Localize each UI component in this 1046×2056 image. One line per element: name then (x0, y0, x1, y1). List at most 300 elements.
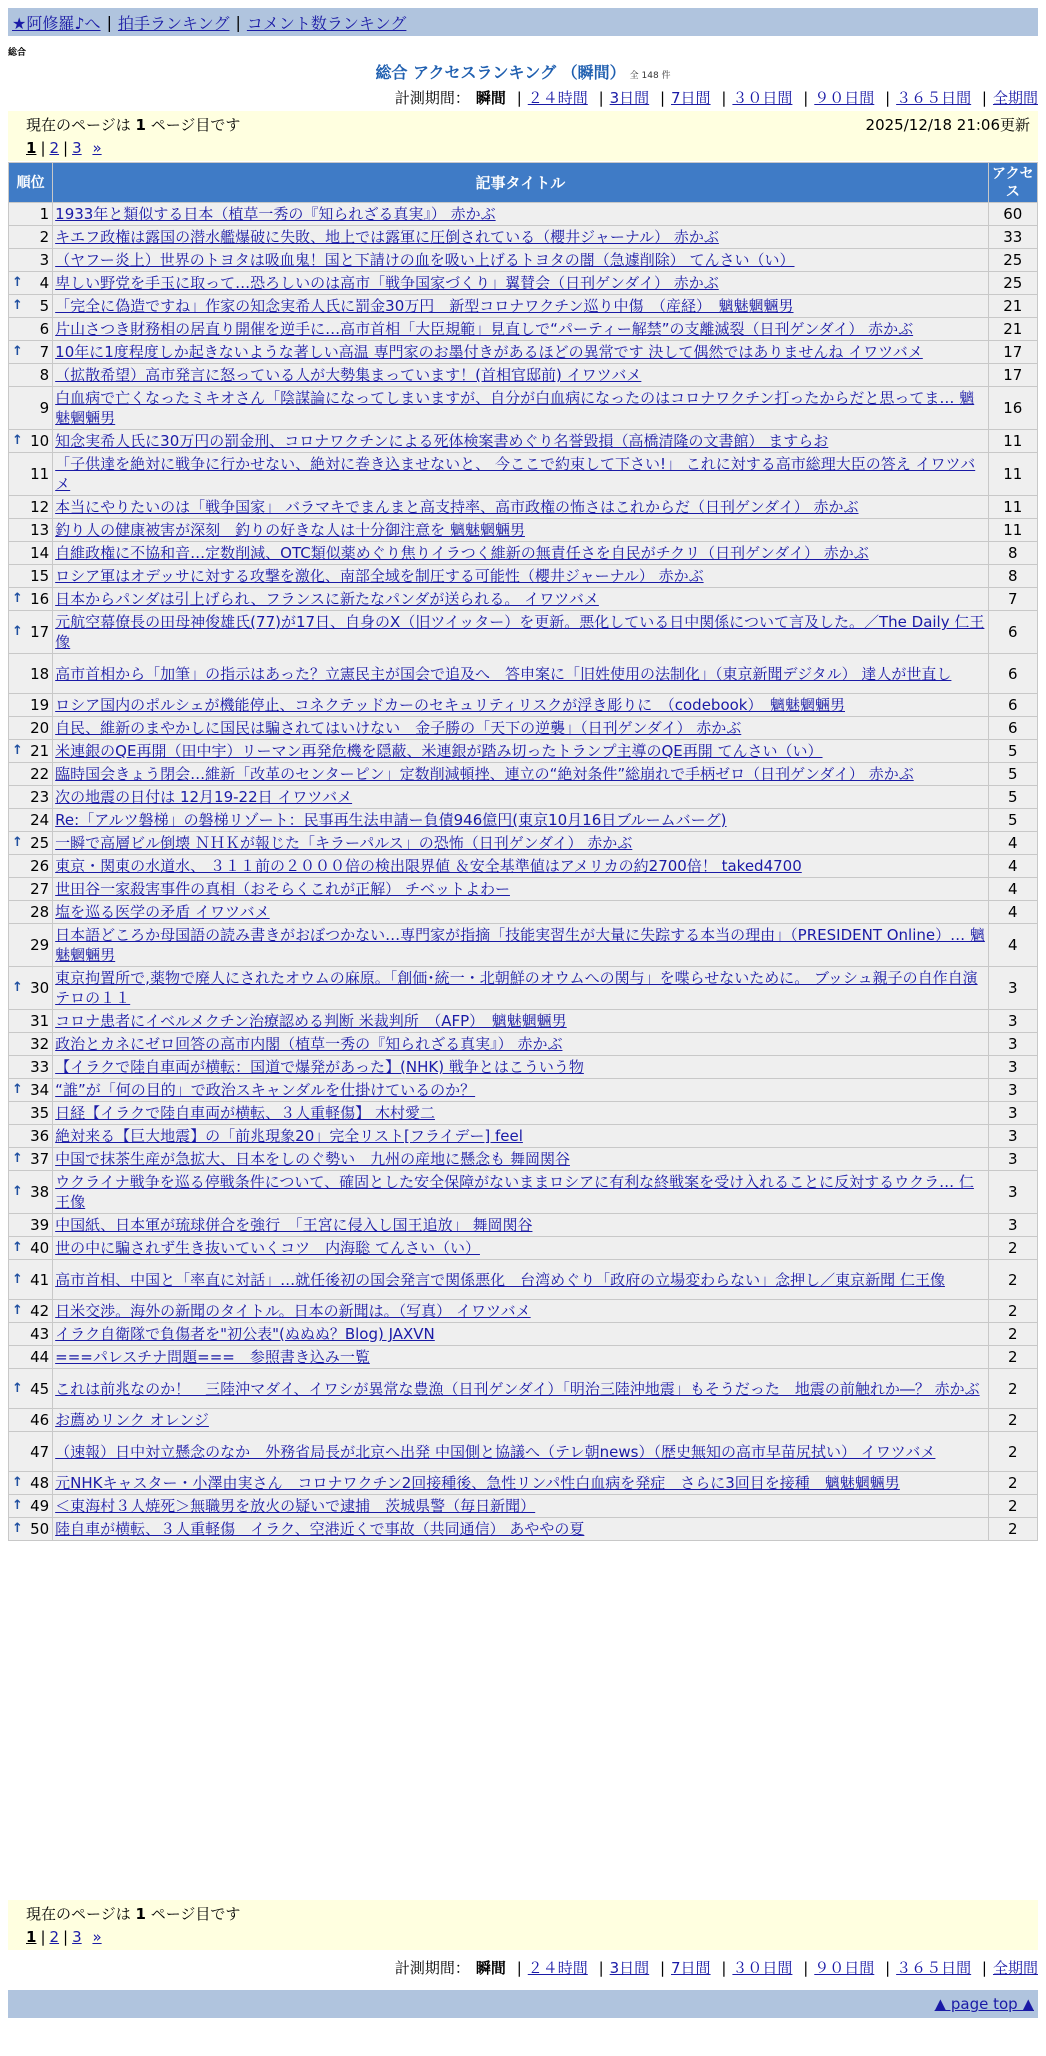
article-link[interactable]: 陸自車が横転、３人重軽傷 イラク、空港近くで事故（共同通信） あややの夏 (55, 1520, 585, 1538)
title-cell (53, 924, 988, 967)
rank-number: 15 (30, 567, 50, 585)
article-link[interactable]: ===パレスチナ問題=== 参照書き込み一覧 (55, 1348, 370, 1366)
access-count: 3 (988, 1056, 1037, 1079)
access-count: 17 (988, 364, 1037, 387)
access-count: 6 (988, 717, 1037, 740)
table-row (9, 453, 1038, 496)
title-cell (53, 364, 988, 387)
rank-number: 22 (30, 765, 50, 783)
article-link[interactable]: 日経【イラクで陸自車両が横転、３人重軽傷】 木村愛二 (55, 1104, 435, 1122)
header-title: 記事タイトル (53, 163, 988, 203)
rank-cell (9, 654, 53, 694)
title-cell (53, 295, 988, 318)
access-count: 4 (988, 878, 1037, 901)
article-link[interactable]: “誰”が「何の目的」で政治スキャンダルを仕掛けているのか？ (55, 1081, 476, 1099)
title-cell (53, 226, 988, 249)
table-row (9, 1214, 1038, 1237)
access-count: 3 (988, 1102, 1037, 1125)
title-cell (53, 272, 988, 295)
rank-number: 40 (30, 1239, 50, 1257)
period-selector: 計測期間： 瞬間 | ２４時間 | 3日間 | 7日間 | ３０日間 | ９０日間 | ３６５日間 | 全期間 (394, 89, 1038, 107)
up-arrow-icon: ↑ (12, 344, 23, 359)
rank-cell (9, 1171, 53, 1214)
article-link[interactable]: 【イラクで陸自車両が横転：国道で爆発があった】(NHK) 戦争とはこういう物 (55, 1058, 584, 1076)
table-row (9, 1518, 1038, 1541)
rank-cell (9, 967, 53, 1010)
access-count: 11 (988, 519, 1037, 542)
up-arrow-icon: ↑ (12, 743, 23, 758)
period-3d[interactable]: 3日間 (609, 89, 650, 107)
rank-cell (9, 249, 53, 272)
rank-number: 32 (30, 1035, 50, 1053)
table-row (9, 786, 1038, 809)
access-count: 5 (988, 763, 1037, 786)
title-cell (53, 878, 988, 901)
access-count: 21 (988, 318, 1037, 341)
next-page-link-bottom[interactable]: » (92, 1928, 102, 1946)
rank-number: 36 (30, 1127, 50, 1145)
rank-number: 9 (39, 399, 50, 417)
title-cell (53, 1495, 988, 1518)
article-link[interactable]: 政治とカネにゼロ回答の高市内閣（植草一秀の『知られざる真実』） 赤かぶ (55, 1035, 563, 1053)
title-cell (53, 654, 988, 694)
period-30d[interactable]: ３０日間 (732, 89, 793, 107)
access-count: 3 (988, 1125, 1037, 1148)
title-cell (53, 1237, 988, 1260)
table-row (9, 1409, 1038, 1432)
up-arrow-icon: ↑ (12, 1475, 23, 1490)
access-count: 25 (988, 272, 1037, 295)
rank-cell (9, 519, 53, 542)
title-cell (53, 341, 988, 364)
nav-separator: | (235, 12, 241, 32)
title-cell (53, 1079, 988, 1102)
page-link-2-bottom[interactable]: 2 (49, 1928, 60, 1946)
table-row (9, 967, 1038, 1010)
table-row (9, 1237, 1038, 1260)
table-row (9, 1432, 1038, 1472)
access-count: 2 (988, 1369, 1037, 1409)
access-count: 8 (988, 542, 1037, 565)
article-link[interactable]: Re:「アルツ磐梯」の磐梯リゾート：民事再生法申請ー負債946億円(東京10月16日ブルームバーグ) (55, 811, 727, 829)
access-count: 4 (988, 924, 1037, 967)
rank-number: 39 (30, 1216, 50, 1234)
article-link[interactable]: 日本からパンダは引上げられ、フランスに新たなパンダが送られる。 イワツバメ (55, 590, 599, 608)
period-90d-bottom[interactable]: ９０日間 (814, 1959, 875, 1977)
page-status-bottom: 現在のページは 1 ページ目です (26, 1905, 241, 1923)
rank-cell (9, 272, 53, 295)
up-arrow-icon: ↑ (12, 1082, 23, 1097)
title-cell (53, 249, 988, 272)
table-row (9, 1171, 1038, 1214)
title-cell (53, 1300, 988, 1323)
rank-number: 16 (30, 590, 50, 608)
title-cell (53, 1260, 988, 1300)
title-cell (53, 1033, 988, 1056)
rank-cell (9, 1214, 53, 1237)
rank-cell (9, 453, 53, 496)
period-label: 計測期間： (394, 89, 470, 107)
access-count: 7 (988, 588, 1037, 611)
up-arrow-icon: ↑ (12, 1521, 23, 1536)
table-row (9, 832, 1038, 855)
table-row (9, 565, 1038, 588)
updated-timestamp: 2025/12/18 21:06更新 (865, 116, 1030, 134)
title-cell (53, 1214, 988, 1237)
rank-number: 44 (30, 1348, 50, 1366)
title-cell (53, 387, 988, 430)
rank-cell (9, 1079, 53, 1102)
article-link[interactable]: 臨時国会きょう閉会…維新「改革のセンターピン」定数削減頓挫、連立の“絶対条件”総崩れで手柄ゼロ（日刊ゲンダイ） 赤かぶ (55, 765, 914, 783)
article-link[interactable]: 知念実希人氏に30万円の罰金刑、コロナワクチンによる死体検案書めぐり名誉毀損（高橋清隆の文書館） ますらお (55, 432, 829, 450)
up-arrow-icon: ↑ (12, 980, 23, 995)
rank-cell (9, 740, 53, 763)
table-row (9, 226, 1038, 249)
period-selector-bottom: 計測期間： 瞬間 | ２４時間 | 3日間 | 7日間 | ３０日間 | ９０日間 | ３６５日間 | 全期間 (394, 1959, 1038, 1977)
access-count: 6 (988, 611, 1037, 654)
article-link[interactable]: 自維政権に不協和音…定数削減、OTC類似薬めぐり焦りイラつく維新の無責任さを自民がチクリ（日刊ゲンダイ） 赤かぶ (55, 544, 869, 562)
access-count: 3 (988, 1214, 1037, 1237)
rank-cell (9, 496, 53, 519)
up-arrow-icon: ↑ (12, 591, 23, 606)
rank-number: 45 (30, 1379, 50, 1398)
rank-cell (9, 1369, 53, 1409)
article-link[interactable]: 世の中に騙されず生き抜いていくコツ 内海聡 てんさい（い） (55, 1239, 480, 1257)
pagination-bottom: 現在のページは 1 ページ目です 1 | 2 | 3 » (8, 1900, 1038, 1950)
rank-number: 42 (30, 1302, 50, 1320)
home-link[interactable]: ★阿修羅♪へ (12, 13, 101, 33)
page-status: 現在のページは 1 ページ目です (26, 116, 241, 134)
category-label: 総合 (8, 48, 27, 58)
title-cell (53, 1056, 988, 1079)
access-count: 4 (988, 855, 1037, 878)
rank-cell (9, 855, 53, 878)
rank-number: 20 (30, 719, 50, 737)
title-cell (53, 1518, 988, 1541)
article-link[interactable]: 10年に1度程度しか起きないような著しい高温 専門家のお墨付きがあるほどの異常です 決して偶然ではありませんね イワツバメ (55, 343, 923, 361)
table-row (9, 1056, 1038, 1079)
access-count: 6 (988, 694, 1037, 717)
rank-cell (9, 1010, 53, 1033)
rank-number: 38 (30, 1183, 50, 1201)
access-count: 3 (988, 1148, 1037, 1171)
page-link-2[interactable]: 2 (49, 139, 60, 157)
article-link[interactable]: 高市首相、中国と「率直に対話」…就任後初の国会発言で関係悪化 台湾めぐり「政府の立場変わらない」念押し／東京新聞 仁王像 (55, 1270, 945, 1289)
comment-ranking-link[interactable]: コメント数ランキング (246, 13, 407, 33)
period-all-bottom[interactable]: 全期間 (992, 1959, 1038, 1977)
access-count: 3 (988, 1033, 1037, 1056)
article-link[interactable]: 東京拘置所で,薬物で廃人にされたオウムの麻原。「創価･統一・北朝鮮のオウムへの関与」を喋らせないために。 ブッシュ親子の自作自演テロの１１ (55, 969, 978, 1007)
access-count: 25 (988, 249, 1037, 272)
table-row (9, 694, 1038, 717)
page-current-bottom: 1 (26, 1928, 37, 1946)
rank-cell (9, 1495, 53, 1518)
rank-cell (9, 1148, 53, 1171)
article-link[interactable]: 卑しい野党を手玉に取って…恐ろしいのは高市「戦争国家づくり」翼賛会（日刊ゲンダイ） 赤かぶ (55, 274, 719, 292)
rank-number: 29 (30, 936, 50, 954)
rank-cell (9, 542, 53, 565)
article-link[interactable]: （拡散希望）高市発言に怒っている人が大勢集まっています！(首相官邸前) イワツバメ (55, 366, 642, 384)
title-cell (53, 740, 988, 763)
article-link[interactable]: ＜東海村３人焼死＞無職男を放火の疑いで逮捕 茨城県警（毎日新聞） (55, 1497, 536, 1515)
article-link[interactable]: 白血病で亡くなったミキオさん「陰謀論になってしまいますが、自分が白血病になったのはコロナワクチン打ったからだと思ってま… 魑魅魍魎男 (55, 389, 975, 427)
rank-cell (9, 786, 53, 809)
rank-cell (9, 387, 53, 430)
rank-cell (9, 694, 53, 717)
article-link[interactable]: 「子供達を絶対に戦争に行かせない、絶対に巻き込ませないと、 今ここで約束して下さい!」 これに対する高市総理大臣の答え イワツバメ (55, 455, 976, 493)
article-link[interactable]: 元航空幕僚長の田母神俊雄氏(77)が17日、自身のX（旧ツイッター）を更新。悪化している日中関係について言及した。／The Daily 仁王像 (55, 613, 985, 651)
title-cell (53, 967, 988, 1010)
article-link[interactable]: イラク自衛隊で負傷者を"初公表"(ぬぬぬ？Blog) JAXVN (55, 1325, 435, 1343)
access-count: 11 (988, 453, 1037, 496)
rank-number: 50 (30, 1520, 50, 1538)
table-row (9, 654, 1038, 694)
article-link[interactable]: 中国で抹茶生産が急拡大、日本をしのぐ勢い 九州の産地に懸念も 舞岡関谷 (55, 1150, 570, 1168)
up-arrow-icon: ↑ (12, 624, 23, 639)
rank-cell (9, 1056, 53, 1079)
access-count: 33 (988, 226, 1037, 249)
title-cell (53, 519, 988, 542)
table-row (9, 430, 1038, 453)
article-link[interactable]: 中国紙、日本軍が琉球併合を強行 「王宮に侵入し国王追放」 舞岡関谷 (55, 1216, 533, 1234)
rank-cell (9, 1033, 53, 1056)
title-cell (53, 1125, 988, 1148)
rank-number: 41 (30, 1270, 50, 1289)
table-row (9, 1010, 1038, 1033)
nav-separator: | (106, 12, 112, 32)
up-arrow-icon: ↑ (12, 1498, 23, 1513)
next-page-link[interactable]: » (92, 139, 102, 157)
table-row (9, 364, 1038, 387)
up-arrow-icon: ↑ (12, 298, 23, 313)
table-row (9, 763, 1038, 786)
period-24h-bottom[interactable]: ２４時間 (527, 1959, 588, 1977)
rank-number: 28 (30, 903, 50, 921)
table-row (9, 1125, 1038, 1148)
article-link[interactable]: 塩を巡る医学の矛盾 イワツバメ (55, 903, 270, 921)
page-top-link[interactable]: ▲ page top ▲ (934, 1995, 1034, 2013)
rank-number: 46 (30, 1411, 50, 1429)
table-row (9, 1495, 1038, 1518)
article-link[interactable]: 米連銀のQE再開（田中宇）リーマン再発危機を隠蔽、米連銀が踏み切ったトランプ主導のQE再開 てんさい（い） (55, 742, 823, 760)
article-link[interactable]: 高市首相から「加筆」の指示はあった？立憲民主が国会で追及へ 答申案に「旧姓使用の法制化」（東京新聞デジタル） 達人が世直し (55, 664, 952, 683)
title-cell (53, 786, 988, 809)
rank-number: 8 (39, 366, 50, 384)
rank-number: 37 (30, 1150, 50, 1168)
access-count: 3 (988, 967, 1037, 1010)
title-cell (53, 588, 988, 611)
table-row (9, 1148, 1038, 1171)
up-arrow-icon: ↑ (12, 835, 23, 850)
header-access: アクセス (988, 163, 1037, 203)
rank-cell (9, 878, 53, 901)
title-cell (53, 694, 988, 717)
access-count: 2 (988, 1323, 1037, 1346)
rank-number: 19 (30, 696, 50, 714)
article-link[interactable]: 元NHKキャスター・小澤由実さん コロナワクチン2回接種後、急性リンパ性白血病を発症 さらに3回目を接種 魑魅魍魎男 (55, 1474, 900, 1492)
table-row (9, 249, 1038, 272)
article-link[interactable]: 東京・関東の水道水、 ３１１前の２０００倍の検出限界値 ＆安全基準値はアメリカの約2700倍！ taked4700 (55, 857, 802, 875)
table-row (9, 1102, 1038, 1125)
article-link[interactable]: 日米交渉。海外の新聞のタイトル。日本の新聞は。（写真） イワツバメ (55, 1302, 531, 1320)
up-arrow-icon: ↑ (12, 1303, 23, 1318)
rank-cell (9, 1518, 53, 1541)
article-link[interactable]: ウクライナ戦争を巡る停戦条件について、確固とした安全保障がないままロシアに有利な終戦案を受け入れることに反対するウクラ… 仁王像 (55, 1173, 974, 1211)
table-row (9, 878, 1038, 901)
page-link-3[interactable]: 3 (72, 139, 82, 157)
title-cell (53, 1148, 988, 1171)
header-rank: 順位 (9, 163, 53, 203)
table-row (9, 295, 1038, 318)
rank-number: 47 (30, 1442, 50, 1461)
rank-cell (9, 1472, 53, 1495)
rank-cell (9, 318, 53, 341)
rank-number: 43 (30, 1325, 50, 1343)
access-count: 2 (988, 1346, 1037, 1369)
rank-cell (9, 341, 53, 364)
up-arrow-icon: ↑ (12, 1380, 23, 1396)
rank-number: 30 (30, 979, 50, 997)
access-count: 11 (988, 430, 1037, 453)
table-row (9, 272, 1038, 295)
rank-number: 4 (39, 274, 50, 292)
title-cell (53, 1010, 988, 1033)
footer-bar (8, 1990, 1038, 2018)
period-365d-bottom[interactable]: ３６５日間 (896, 1959, 972, 1977)
title-cell (53, 203, 988, 226)
rank-number: 33 (30, 1058, 50, 1076)
table-row (9, 855, 1038, 878)
article-link[interactable]: コロナ患者にイベルメクチン治療認める判断 米裁判所 （AFP） 魑魅魍魎男 (55, 1012, 567, 1030)
title-cell (53, 1369, 988, 1409)
period-90d[interactable]: ９０日間 (814, 89, 875, 107)
rank-number: 14 (30, 544, 50, 562)
title-cell (53, 565, 988, 588)
article-link[interactable]: 絶対来る【巨大地震】の「前兆現象20」完全リスト[フライデー] feel (55, 1127, 523, 1145)
period-7d[interactable]: 7日間 (671, 89, 711, 107)
title-cell (53, 717, 988, 740)
table-row (9, 1300, 1038, 1323)
rank-number: 18 (30, 664, 50, 683)
title-cell (53, 453, 988, 496)
article-link[interactable]: 本当にやりたいのは「戦争国家」 バラマキでまんまと高支持率、高市政権の怖さはこれからだ（日刊ゲンダイ） 赤かぶ (55, 498, 859, 516)
table-row (9, 1323, 1038, 1346)
table-row (9, 519, 1038, 542)
table-row (9, 1260, 1038, 1300)
ranking-body (9, 203, 1038, 1541)
rank-cell (9, 1237, 53, 1260)
rank-number: 49 (30, 1497, 50, 1515)
rank-cell (9, 763, 53, 786)
period-7d-bottom[interactable]: 7日間 (671, 1959, 711, 1977)
rank-number: 48 (30, 1474, 50, 1492)
article-link[interactable]: お薦めリンク オレンジ (55, 1411, 209, 1429)
table-row (9, 1346, 1038, 1369)
article-link[interactable]: 釣り人の健康被害が深刻 釣りの好きな人は十分御注意を 魑魅魍魎男 (55, 521, 525, 539)
period-30d-bottom[interactable]: ３０日間 (732, 1959, 793, 1977)
access-count: 2 (988, 1495, 1037, 1518)
rank-number: 24 (30, 811, 50, 829)
article-link[interactable]: 自民、維新のまやかしに国民は騙されてはいけない 金子勝の「天下の逆襲」（日刊ゲンダイ） 赤かぶ (55, 719, 742, 737)
article-link[interactable]: ロシア軍はオデッサに対する攻撃を激化、南部全域を制圧する可能性（櫻井ジャーナル） 赤かぶ (55, 567, 704, 585)
rank-cell (9, 1323, 53, 1346)
period-3d-bottom[interactable]: 3日間 (609, 1959, 650, 1977)
table-row (9, 901, 1038, 924)
article-link[interactable]: 次の地震の日付は 12月19-22日 イワツバメ (55, 788, 353, 806)
rank-number: 11 (30, 465, 50, 483)
rank-cell (9, 717, 53, 740)
rank-cell (9, 1346, 53, 1369)
article-link[interactable]: 片山さつき財務相の居直り開催を逆手に…高市首相「大臣規範」見直しで“パーティー解禁”の支離滅裂（日刊ゲンダイ） 赤かぶ (55, 320, 914, 338)
access-count: 2 (988, 1432, 1037, 1472)
article-link[interactable]: 1933年と類似する日本（植草一秀の『知られざる真実』） 赤かぶ (55, 205, 496, 223)
title-cell (53, 1323, 988, 1346)
rank-cell (9, 901, 53, 924)
period-all[interactable]: 全期間 (992, 89, 1038, 107)
up-arrow-icon: ↑ (12, 1240, 23, 1255)
access-count: 8 (988, 565, 1037, 588)
article-link[interactable]: 一瞬で高層ビル倒壊 ＮＨＫが報じた「キラーパルス」の恐怖（日刊ゲンダイ） 赤かぶ (55, 834, 633, 852)
applause-ranking-link[interactable]: 拍手ランキング (117, 13, 230, 33)
up-arrow-icon: ↑ (12, 275, 23, 290)
rank-cell (9, 430, 53, 453)
period-24h[interactable]: ２４時間 (527, 89, 588, 107)
article-link[interactable]: （ヤフー炎上）世界のトヨタは吸血鬼！国と下請けの血を吸い上げるトヨタの闇（急遽削除） てんさい（い） (55, 251, 795, 269)
page-link-3-bottom[interactable]: 3 (72, 1928, 82, 1946)
rank-cell (9, 1102, 53, 1125)
rank-cell (9, 809, 53, 832)
rank-cell (9, 1432, 53, 1472)
article-link[interactable]: ロシア国内のポルシェが機能停止、コネクテッドカーのセキュリティリスクが浮き彫りに （codebook） 魑魅魍魎男 (55, 696, 845, 714)
title-cell (53, 430, 988, 453)
title-cell (53, 611, 988, 654)
table-row (9, 1369, 1038, 1409)
table-row (9, 1472, 1038, 1495)
article-link[interactable]: これは前兆なのか！ 三陸沖マダイ、イワシが異常な豊漁（日刊ゲンダイ）「明治三陸沖地震」もそうだった 地震の前触れか―？ 赤かぶ (55, 1379, 980, 1398)
rank-number: 23 (30, 788, 50, 806)
access-count: 5 (988, 740, 1037, 763)
period-current: 瞬間 (475, 89, 506, 107)
rank-cell (9, 924, 53, 967)
rank-cell (9, 611, 53, 654)
access-count: 3 (988, 1010, 1037, 1033)
rank-number: 13 (30, 521, 50, 539)
rank-number: 7 (39, 343, 50, 361)
rank-cell (9, 832, 53, 855)
table-row (9, 1079, 1038, 1102)
rank-number: 5 (39, 297, 50, 315)
table-row (9, 496, 1038, 519)
article-link[interactable]: 「完全に偽造ですね」作家の知念実希人氏に罰金30万円 新型コロナワクチン巡り中傷 （産経） 魑魅魍魎男 (55, 297, 794, 315)
article-link[interactable]: 日本語どころか母国語の読み書きがおぼつかない…専門家が指摘「技能実習生が大量に失踪する本当の理由」（PRESIDENT Online）… 魑魅魍魎男 (55, 926, 985, 964)
article-link[interactable]: 世田谷一家殺害事件の真相（おそらくこれが正解） チベットよわー (55, 880, 510, 898)
title-cell (53, 496, 988, 519)
article-link[interactable]: キエフ政権は露国の潜水艦爆破に失敗、地上では露軍に圧倒されている（櫻井ジャーナル） 赤かぶ (55, 228, 719, 246)
article-link[interactable]: （速報）日中対立懸念のなか 外務省局長が北京へ出発 中国側と協議へ（テレ朝news）（歴史無知の高市早苗尻拭い） イワツバメ (55, 1442, 936, 1461)
rank-cell (9, 565, 53, 588)
rank-cell (9, 364, 53, 387)
table-row (9, 1033, 1038, 1056)
rank-cell (9, 588, 53, 611)
period-365d[interactable]: ３６５日間 (896, 89, 972, 107)
title-cell (53, 542, 988, 565)
access-count: 2 (988, 1518, 1037, 1541)
rank-number: 26 (30, 857, 50, 875)
rank-number: 3 (39, 251, 50, 269)
pagination-top: 現在のページは 1 ページ目です 2025/12/18 21:06更新 1 | 2 | 3 » (8, 111, 1038, 161)
title-cell (53, 1409, 988, 1432)
table-row (9, 341, 1038, 364)
